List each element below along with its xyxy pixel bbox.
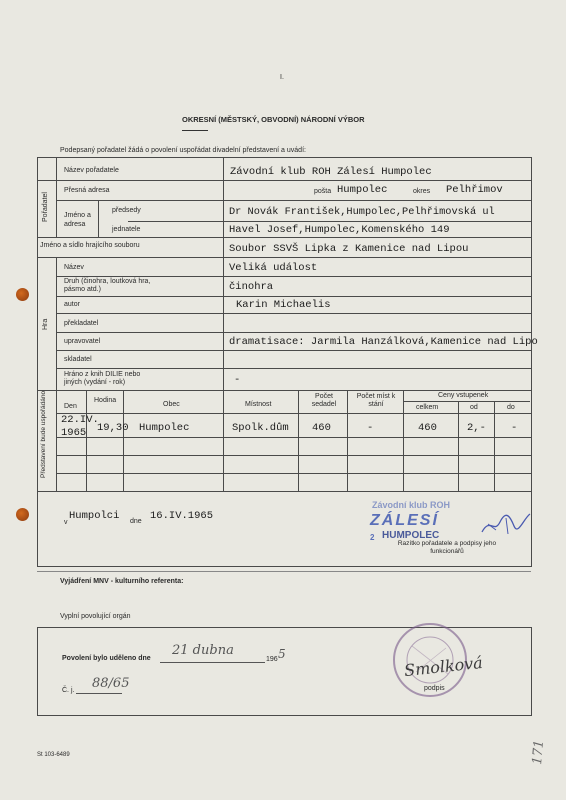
archive-page-mark: 171 (530, 739, 548, 766)
td-seats: 460 (312, 422, 331, 434)
value-chair: Dr Novák František,Humpolec,Pelhřimovská ul (229, 206, 495, 218)
title-underline (182, 130, 208, 131)
stamp-number: 2 (370, 533, 375, 542)
permit-year-pre: 196 (266, 656, 278, 663)
th-from: od (470, 404, 478, 411)
stamp-line-2: ZÁLESÍ (370, 512, 439, 529)
label-name-address: Jméno a adresa (64, 212, 91, 228)
label-author: autor (64, 301, 80, 308)
value-district: Pelhřimov (446, 184, 503, 196)
label-genre: Druh (činohra, loutková hra, pásmo atd.) (64, 278, 151, 293)
punch-hole (16, 508, 29, 521)
form-frame (37, 157, 532, 567)
footer-code: St 103-6489 (37, 752, 70, 758)
th-hour: Hodina (94, 397, 117, 404)
td-town: Humpolec (139, 422, 190, 434)
td-hour: 19,30 (97, 422, 129, 434)
intro-text: Podepsaný pořadatel žádá o povolení uspořádat divadelní představení a uvádí: (60, 147, 306, 154)
th-to: do (507, 404, 515, 411)
label-post: pošta (314, 188, 332, 195)
td-to: - (511, 422, 518, 434)
mnv-label: Vyjádření MNV - kulturního referenta: (60, 578, 184, 585)
value-place: Humpolci (69, 510, 120, 522)
section-organizer-label: Pořadatel (42, 192, 49, 222)
place-prefix: v (64, 519, 68, 526)
label-district: okres (413, 188, 431, 195)
permit-date: 21 dubna (172, 643, 234, 658)
td-venue: Spolk.dům (232, 422, 289, 434)
label-play-name: Název (64, 264, 84, 271)
label-date: dne (130, 518, 142, 525)
ref-line (76, 693, 122, 694)
ref-label: Č. j. (62, 687, 75, 694)
label-address: Přesná adresa (64, 187, 110, 194)
value-post: Humpolec (337, 184, 388, 196)
permit-date-line (160, 662, 265, 663)
organizer-signature (480, 512, 532, 538)
label-chair: předsedy (112, 207, 141, 214)
th-seats: Počet sedadel (311, 393, 337, 408)
td-date-a: 22.IV. (61, 414, 99, 426)
label-dilia: Hráno z knih DILIE nebo jiných (vydání - rok) (64, 371, 141, 386)
stamp-caption: Razítko pořadatele a podpisy jeho funkcionářů (397, 540, 497, 555)
label-publisher: skladatel (64, 356, 92, 363)
stamp-line-3: HUMPOLEC (382, 530, 440, 541)
value-secretary: Havel Josef,Humpolec,Komenského 149 (229, 224, 450, 236)
section-performance-label: Představení bude uspořádáno (40, 390, 47, 478)
td-from: 2,- (467, 422, 486, 434)
label-translator: překladatel (64, 320, 99, 327)
th-venue: Místnost (245, 401, 272, 408)
th-town: Obec (163, 401, 180, 408)
page-number: I. (280, 74, 284, 81)
value-author: Karin Michaelis (236, 299, 331, 311)
label-ensemble: Jméno a sídlo hrajícího souboru (40, 242, 140, 249)
section-play-label: Hra (42, 318, 49, 330)
th-total: celkem (416, 404, 439, 411)
value-adapter: dramatisace: Jarmila Hanzálková,Kamenice nad Lipo (229, 336, 538, 348)
td-standing: - (367, 422, 374, 434)
authority-signature: Smolková (403, 652, 484, 681)
th-date: Den (64, 403, 77, 410)
page-title: OKRESNÍ (MĚSTSKÝ, OBVODNÍ) NÁRODNÍ VÝBOR (182, 115, 365, 124)
value-organizer-name: Závodní klub ROH Zálesí Humpolec (230, 166, 432, 178)
signature-label: podpis (424, 685, 445, 692)
label-organizer-name: Název pořadatele (64, 167, 119, 174)
authority-label: Vyplní povolující orgán (60, 613, 131, 620)
value-ensemble: Soubor SSVŠ Lipka z Kamenice nad Lipou (229, 243, 469, 255)
value-genre: činohra (229, 281, 274, 293)
label-secretary: jednatele (112, 226, 141, 233)
value-dilia: - (234, 374, 241, 386)
permit-label: Povolení bylo uděleno dne (62, 655, 151, 662)
value-play-name: Veliká událost (229, 262, 318, 274)
ref-value: 88/65 (92, 676, 130, 691)
value-date: 16.IV.1965 (150, 510, 214, 522)
stamp-line-1: Závodní klub ROH (372, 500, 451, 510)
th-prices: Ceny vstupenek (438, 392, 489, 399)
th-standing: Počet míst k stání (356, 393, 396, 408)
permit-year-post: 5 (278, 647, 286, 661)
label-adapter: upravovatel (64, 338, 101, 345)
td-total: 460 (418, 422, 437, 434)
td-date-b: 1965 (61, 427, 87, 439)
punch-hole (16, 288, 29, 301)
